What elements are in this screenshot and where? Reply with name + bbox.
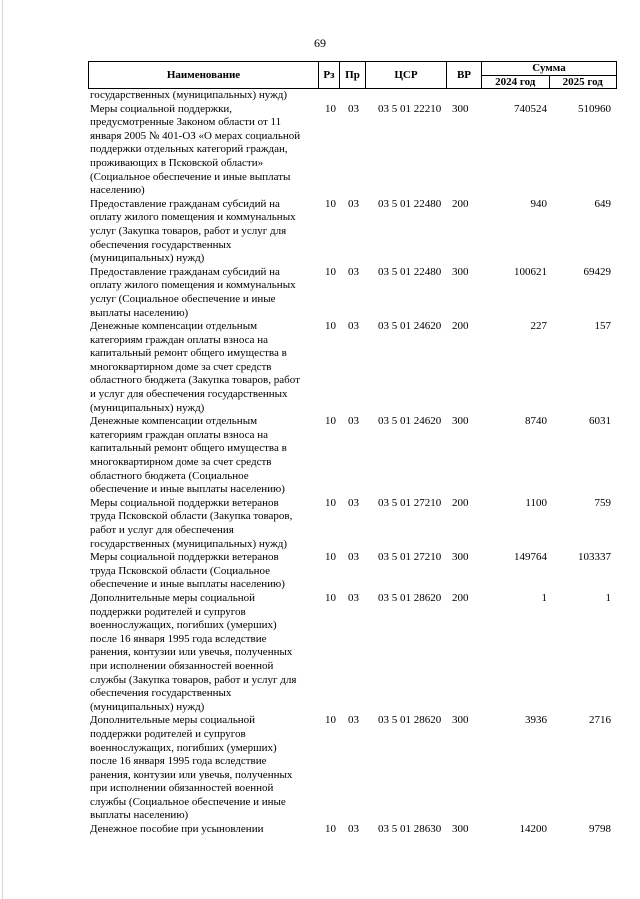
- budget-table: [88, 61, 617, 837]
- pr-cell: 03: [348, 415, 359, 428]
- table-row: [88, 714, 617, 823]
- csr-cell: 03 5 01 27210: [378, 551, 442, 564]
- name-cell: Дополнительные меры социальной поддержки родителей и супругов военнослужащих, погибших (умерших) после 16 января 1995 года вследствие ранения, контузии или увечья, полученных при исполнении обязанностей военной службы (Социальное обеспечение и иные выплаты населению): [90, 714, 293, 822]
- header-year-2024: 2024 год: [482, 76, 550, 89]
- csr-cell: 03 5 01 24620: [378, 320, 442, 333]
- sum-2024-cell: 740524: [514, 102, 547, 115]
- name-cell: Предоставление гражданам субсидий на оплату жилого помещения и коммунальных услуг (Закупка товаров, работ и услуг для обеспечения государственных (муниципальных) нужд): [90, 197, 296, 265]
- sum-2024-cell: 940: [530, 197, 547, 210]
- pr-cell: 03: [348, 823, 359, 836]
- table-row: [88, 592, 617, 714]
- name-cell: Денежное пособие при усыновлении: [90, 823, 264, 836]
- pr-cell: 03: [348, 102, 359, 115]
- csr-cell: 03 5 01 28620: [378, 714, 442, 727]
- table-row: [88, 823, 617, 837]
- csr-cell: 03 5 01 22210: [378, 102, 442, 115]
- csr-cell: 03 5 01 22480: [378, 265, 442, 278]
- table-row: [88, 198, 617, 266]
- csr-cell: 03 5 01 28620: [378, 591, 442, 604]
- sum-2024-cell: 100621: [514, 265, 547, 278]
- name-cell: Меры социальной поддержки, предусмотренные Законом области от 11 января 2005 № 401-ОЗ «О мерах социальной поддержки отдельных категорий граждан, проживающих в Псковской области» (Социальное обеспечение и иные выплаты населению): [90, 102, 301, 197]
- sum-2024-cell: 8740: [525, 415, 547, 428]
- rz-cell: 10: [325, 823, 336, 836]
- vr-cell: 300: [452, 415, 469, 428]
- table-row: [88, 320, 617, 415]
- sum-2025-cell: 9798: [589, 823, 611, 836]
- rz-cell: 10: [325, 415, 336, 428]
- sum-2025-cell: 6031: [589, 415, 611, 428]
- table-row: [88, 415, 617, 497]
- header-csr: ЦСР: [366, 62, 447, 88]
- scan-edge-line: [2, 0, 3, 899]
- rz-cell: 10: [325, 496, 336, 509]
- header-rz: Рз: [319, 62, 340, 88]
- header-name: Наименование: [89, 62, 319, 88]
- pr-cell: 03: [348, 265, 359, 278]
- name-cell: Денежные компенсации отдельным категориям граждан оплаты взноса на капитальный ремонт общего имущества в многоквартирном доме за счет средств областного бюджета (Закупка товаров, работ и услуг для обеспечения государственных (муниципальных) нужд): [90, 320, 300, 414]
- vr-cell: 300: [452, 823, 469, 836]
- sum-2025-cell: 2716: [589, 714, 611, 727]
- header-sum-group: [482, 62, 616, 88]
- rz-cell: 10: [325, 551, 336, 564]
- table-row: [88, 497, 617, 551]
- pr-cell: 03: [348, 197, 359, 210]
- sum-2024-cell: 14200: [519, 823, 547, 836]
- sum-2024-cell: 149764: [514, 551, 547, 564]
- table-row: [88, 551, 617, 592]
- csr-cell: 03 5 01 28630: [378, 823, 442, 836]
- rz-cell: 10: [325, 591, 336, 604]
- vr-cell: 200: [452, 320, 469, 333]
- sum-2024-cell: 1100: [525, 496, 547, 509]
- sum-2025-cell: 759: [594, 496, 611, 509]
- sum-2024-cell: 3936: [525, 714, 547, 727]
- vr-cell: 200: [452, 591, 469, 604]
- sum-2024-cell: 1: [541, 591, 547, 604]
- table-row: [88, 103, 617, 198]
- csr-cell: 03 5 01 24620: [378, 415, 442, 428]
- pr-cell: 03: [348, 496, 359, 509]
- pr-cell: 03: [348, 320, 359, 333]
- sum-2025-cell: 69429: [583, 265, 611, 278]
- vr-cell: 300: [452, 265, 469, 278]
- vr-cell: 200: [452, 496, 469, 509]
- vr-cell: 300: [452, 714, 469, 727]
- header-sum: Сумма: [482, 62, 616, 76]
- sum-2025-cell: 649: [594, 197, 611, 210]
- sum-2025-cell: 157: [594, 320, 611, 333]
- name-cell: государственных (муниципальных) нужд): [90, 89, 287, 101]
- sum-2025-cell: 103337: [578, 551, 611, 564]
- vr-cell: 300: [452, 551, 469, 564]
- csr-cell: 03 5 01 22480: [378, 197, 442, 210]
- table-body: [88, 89, 617, 837]
- vr-cell: 300: [452, 102, 469, 115]
- header-vr: ВР: [447, 62, 482, 88]
- pr-cell: 03: [348, 591, 359, 604]
- vr-cell: 200: [452, 197, 469, 210]
- name-cell: Денежные компенсации отдельным категориям граждан оплаты взноса на капитальный ремонт общего имущества в многоквартирном доме за счет средств областного бюджета (Социальное обеспечение и иные выплаты населению): [90, 415, 287, 496]
- csr-cell: 03 5 01 27210: [378, 496, 442, 509]
- page-number: 69: [314, 36, 326, 50]
- rz-cell: 10: [325, 102, 336, 115]
- sum-2024-cell: 227: [530, 320, 547, 333]
- rz-cell: 10: [325, 197, 336, 210]
- header-pr: Пр: [340, 62, 366, 88]
- rz-cell: 10: [325, 265, 336, 278]
- table-row: [88, 266, 617, 320]
- rz-cell: 10: [325, 714, 336, 727]
- header-year-2025: 2025 год: [562, 75, 603, 88]
- table-header: [88, 61, 617, 89]
- name-cell: Дополнительные меры социальной поддержки родителей и супругов военнослужащих, погибших (умерших) после 16 января 1995 года вследствие ранения, контузии или увечья, полученных при исполнении обязанностей военной службы (Закупка товаров, работ и услуг для обеспечения государственных (муниципальных) нужд): [90, 591, 297, 713]
- rz-cell: 10: [325, 320, 336, 333]
- sum-2025-cell: 510960: [578, 102, 611, 115]
- table-row: [88, 89, 617, 103]
- name-cell: Предоставление гражданам субсидий на оплату жилого помещения и коммунальных услуг (Социальное обеспечение и иные выплаты населению): [90, 265, 296, 319]
- sum-2025-cell: 1: [605, 591, 611, 604]
- name-cell: Меры социальной поддержки ветеранов труда Псковской области (Закупка товаров, работ и услуг для обеспечения государственных (муниципальных) нужд): [90, 496, 293, 550]
- pr-cell: 03: [348, 714, 359, 727]
- pr-cell: 03: [348, 551, 359, 564]
- name-cell: Меры социальной поддержки ветеранов труда Псковской области (Социальное обеспечение и иные выплаты населению): [90, 551, 285, 591]
